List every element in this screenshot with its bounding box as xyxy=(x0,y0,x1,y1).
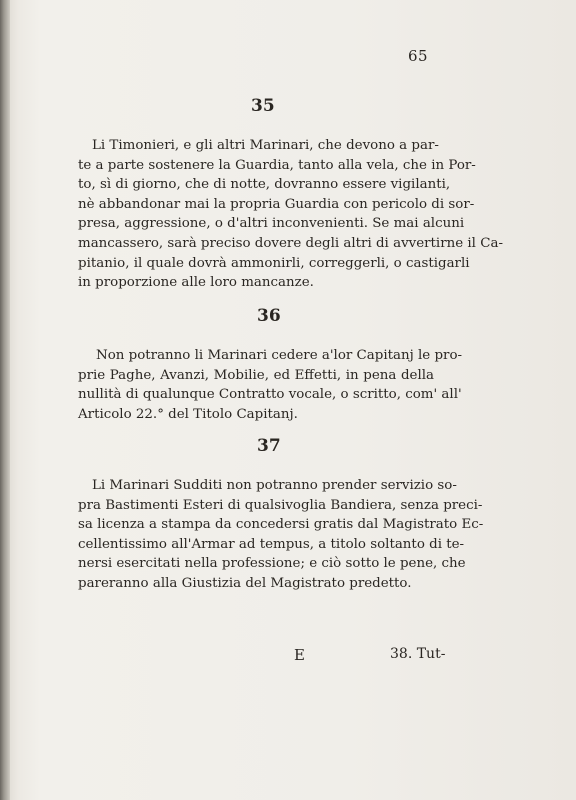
binding-edge xyxy=(0,0,10,800)
text-line: nullità di qualunque Contratto vocale, o scritto, com' all' xyxy=(78,387,462,403)
text-line: in proporzione alle loro mancanze. xyxy=(78,275,314,291)
text-line: te a parte sostenere la Guardia, tanto alla vela, che in Por- xyxy=(78,157,476,173)
text-line: pareranno alla Giustizia del Magistrato predetto. xyxy=(78,575,412,591)
text-line: nè abbandonar mai la propria Guardia con pericolo di sor- xyxy=(78,196,475,212)
text-line: prie Paghe, Avanzi, Mobilie, ed Effetti, in pena della xyxy=(78,367,434,383)
signature-mark: E xyxy=(294,646,305,664)
text-line: presa, aggressione, o d'altri inconvenienti. Se mai alcuni xyxy=(78,216,465,232)
text-line: mancassero, sarà preciso dovere degli altri di avvertirne il Ca- xyxy=(78,235,503,251)
section-number-36: 36 xyxy=(257,306,281,326)
text-line: Li Marinari Sudditi non potranno prender servizio so- xyxy=(92,478,457,493)
text-line: cellentissimo all'Armar ad tempus, a titolo soltanto di te- xyxy=(78,536,465,552)
text-line: nersi esercitati nella professione; e ciò sotto le pene, che xyxy=(78,556,466,572)
section-number-35: 35 xyxy=(251,96,275,116)
text-line: pra Bastimenti Esteri di qualsivoglia Bandiera, senza preci- xyxy=(78,497,483,513)
text-line: Non potranno li Marinari cedere a'lor Capitanj le pro- xyxy=(96,348,463,363)
text-line: to, sì di giorno, che di notte, dovranno essere vigilanti, xyxy=(78,177,451,193)
paragraph-35 xyxy=(78,136,503,293)
paragraph-36 xyxy=(78,346,463,424)
text-line: Articolo 22.° del Titolo Capitanj. xyxy=(78,406,298,422)
text-line: sa licenza a stampa da concedersi gratis dal Magistrato Ec- xyxy=(78,517,484,533)
catchword: 38. Tut- xyxy=(390,646,446,662)
text-line: Li Timonieri, e gli altri Marinari, che devono a par- xyxy=(92,138,439,153)
paragraph-37 xyxy=(78,476,484,594)
section-number-37: 37 xyxy=(257,436,281,456)
text-line: pitanio, il quale dovrà ammonirli, correggerli, o castigarli xyxy=(78,255,470,271)
page-number: 65 xyxy=(408,47,429,65)
